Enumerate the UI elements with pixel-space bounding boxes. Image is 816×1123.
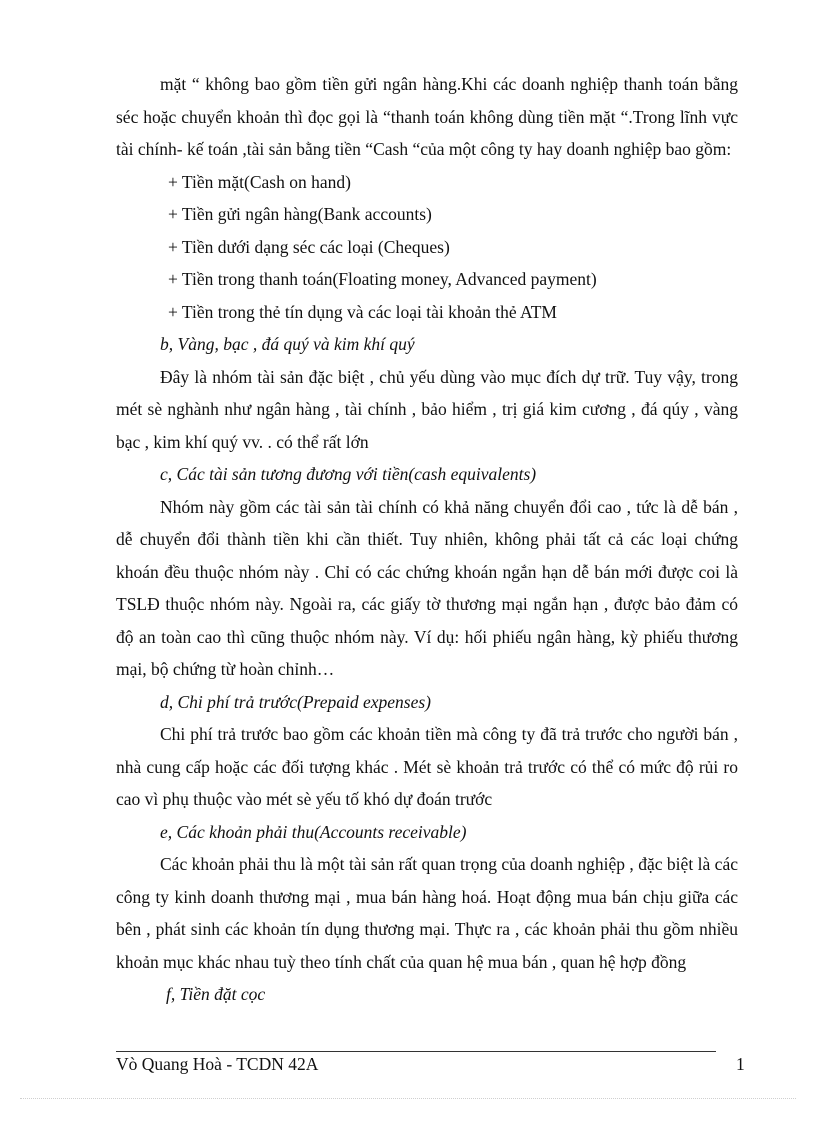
paragraph-cash-definition: mặt “ không bao gồm tiền gửi ngân hàng.Khi các doanh nghiệp thanh toán bằng séc hoặc chuyển khoản thì đọc gọi là “thanh toán không dùng tiền mặt “.Trong lĩnh vực tài chính- kế toán ,tài sản bằng tiền “Cash “của một công ty hay doanh nghiệp bao gồm: (116, 74, 738, 159)
list-item: + Tiền dưới dạng séc các loại (Cheques) (168, 236, 450, 257)
list-item: + Tiền gửi ngân hàng(Bank accounts) (168, 204, 432, 224)
section-heading-f: f, Tiền đặt cọc (166, 984, 266, 1004)
list-item: + Tiền trong thanh toán(Floating money, Advanced payment) (168, 269, 597, 289)
footer-divider (116, 1051, 716, 1052)
section-heading-e: e, Các khoản phải thu(Accounts receivable) (160, 821, 467, 842)
section-heading-d: d, Chi phí trả trước(Prepaid expenses) (160, 691, 431, 712)
paragraph-e: Các khoản phải thu là một tài sản rất quan trọng của doanh nghiệp , đặc biệt là các công ty kinh doanh thương mại , mua bán hàng hoá. Hoạt động mua bán chịu giữa các bên , phát sinh các khoản tín dụng thương mại. Thực ra , các khoản phải thu gồm nhiều khoản mục khác nhau tuỳ theo tính chất của quan hệ mua bán , quan hệ hợp đồng (116, 854, 738, 972)
paragraph-c: Nhóm này gồm các tài sản tài chính có khả năng chuyển đổi cao , tức là dễ bán , dễ chuyển đổi thành tiền khi cần thiết. Tuy nhiên, không phải tất cả các loại chứng khoán đều thuộc nhóm này . Chỉ có các chứng khoán ngắn hạn dễ bán mới được coi là TSLĐ thuộc nhóm này. Ngoài ra, các giấy tờ thương mại ngắn hạn , được bảo đảm có độ an toàn cao thì cũng thuộc nhóm này. Ví dụ: hối phiếu ngân hàng, kỳ phiếu thương mại, bộ chứng từ hoàn chỉnh… (116, 496, 738, 679)
page-edge-divider (20, 1098, 796, 1099)
paragraph-d: Chi phí trả trước bao gồm các khoản tiền mà công ty đã trả trước cho người bán , nhà cung cấp hoặc các đối tượng khác . Mét sè khoản trả trước có thể có mức độ rủi ro cao vì phụ thuộc vào mét sè yếu tố khó dự đoán trước (116, 724, 738, 809)
section-heading-b: b, Vàng, bạc , đá quý và kim khí quý (160, 334, 415, 354)
list-item: + Tiền trong thẻ tín dụng và các loại tài khoản thẻ ATM (168, 301, 557, 322)
section-heading-c: c, Các tài sản tương đương với tiền(cash equivalents) (160, 464, 537, 484)
page-body (116, 68, 738, 1011)
footer-author: Vò Quang Hoà - TCDN 42A (116, 1054, 319, 1074)
paragraph-b: Đây là nhóm tài sản đặc biệt , chủ yếu dùng vào mục đích dự trữ. Tuy vậy, trong mét sè nghành như ngân hàng , tài chính , bảo hiểm , trị giá kim cương , đá qúy , vàng bạc , kim khí quý vv. . có thể rất lớn (116, 366, 738, 452)
list-item: + Tiền mặt(Cash on hand) (168, 171, 351, 192)
page-number: 1 (736, 1054, 745, 1074)
